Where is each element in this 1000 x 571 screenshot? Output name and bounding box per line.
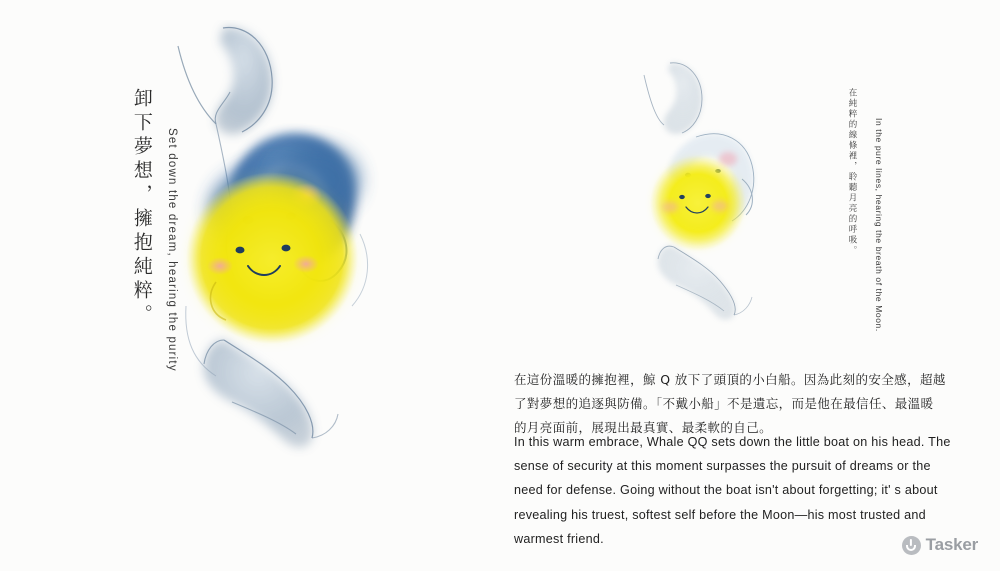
page-title-zh: 卸下夢想，擁抱純粹。 <box>130 88 153 328</box>
umbrella-icon <box>902 536 921 555</box>
logo-text: Tasker <box>925 535 978 554</box>
manta-fin-bottom-icon <box>204 340 338 447</box>
manta-fin-top-icon <box>644 63 702 134</box>
caption-zh: 在純粹的線條裡，聆聽月亮的呼吸。 <box>847 88 857 256</box>
whale-and-moon-illustration-small <box>630 55 820 325</box>
manta-fin-bottom-icon <box>658 246 752 320</box>
moon-icon <box>186 172 358 344</box>
caption-en: In the pure lines, hearing the breath of the Moon. <box>874 118 884 332</box>
body-paragraph-zh: 在這份溫暖的擁抱裡，鯨 Q 放下了頭頂的小白船。因為此刻的安全感，超越了對夢想的追逐與防備。「不戴小船」不是遺忘，而是他在最信任、最溫暖的月亮面前，展現出最真實、最柔軟的自己。 <box>514 372 946 435</box>
page-title-en: Set down the dream, hearing the purity <box>166 128 178 372</box>
body-paragraph-en: In this warm embrace, Whale QQ sets down the little boat on his head. The sense of security at this moment surpasses the pursuit of dreams or the need for defense. Going without the boat isn't about forgetting; it' s about revealing his truest, softest self before the Moon—his most trusted and warmest friend. <box>514 435 951 546</box>
moon-icon <box>650 155 746 251</box>
manta-fin-top-icon <box>178 28 272 135</box>
tasker-logo <box>902 535 978 555</box>
